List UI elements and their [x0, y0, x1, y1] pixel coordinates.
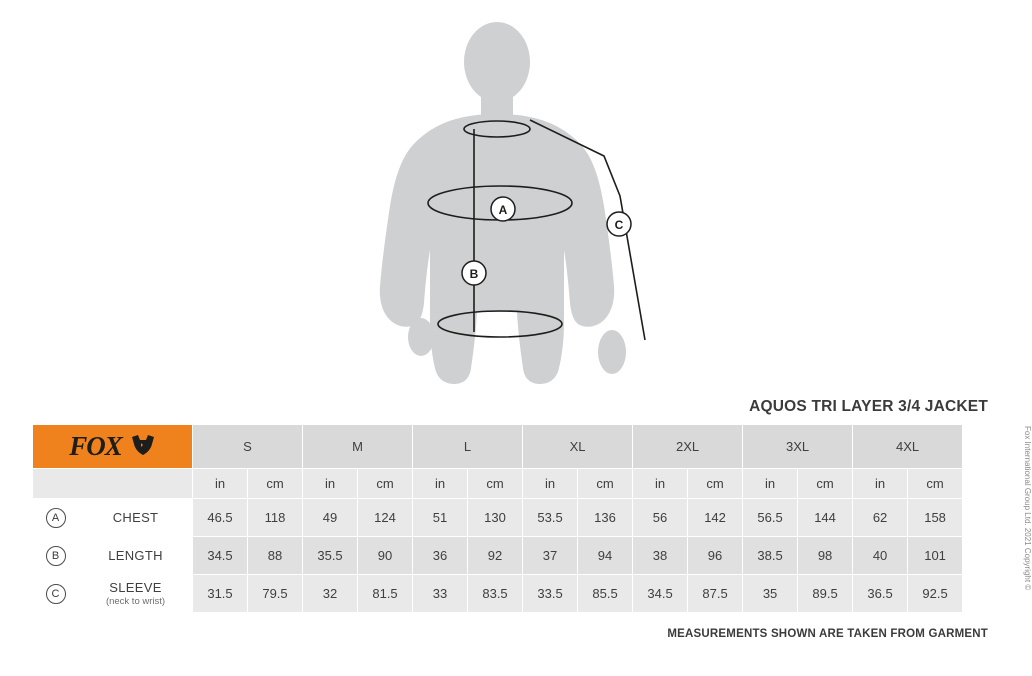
- cell-sleeve-m-cm: 81.5: [358, 575, 413, 613]
- cell-sleeve-2xl-cm: 87.5: [688, 575, 743, 613]
- marker-a: [491, 197, 515, 221]
- size-header-s: S: [193, 425, 303, 469]
- unit-l-in: in: [413, 469, 468, 499]
- cell-chest-4xl-cm: 158: [908, 499, 963, 537]
- cell-length-2xl-cm: 96: [688, 537, 743, 575]
- marker-b: [462, 261, 486, 285]
- cell-chest-l-cm: 130: [468, 499, 523, 537]
- unit-s-cm: cm: [248, 469, 303, 499]
- table-row: [33, 499, 963, 537]
- cell-length-2xl-in: 38: [633, 537, 688, 575]
- unit-2xl-cm: cm: [688, 469, 743, 499]
- size-table: [32, 424, 963, 613]
- cell-chest-2xl-in: 56: [633, 499, 688, 537]
- cell-sleeve-s-in: 31.5: [193, 575, 248, 613]
- table-row: [33, 575, 963, 613]
- cell-length-s-cm: 88: [248, 537, 303, 575]
- copyright-notice: Fox International Group Ltd. 2021 Copyright ©: [1023, 426, 1032, 591]
- size-table-container: [32, 424, 992, 613]
- row-label-sleeve: SLEEVE (neck to wrist): [79, 575, 193, 613]
- cell-sleeve-4xl-cm: 92.5: [908, 575, 963, 613]
- size-header-3xl: 3XL: [743, 425, 853, 469]
- cell-chest-s-cm: 118: [248, 499, 303, 537]
- cell-length-xl-in: 37: [523, 537, 578, 575]
- table-header-units: [33, 469, 963, 499]
- cell-chest-s-in: 46.5: [193, 499, 248, 537]
- unit-3xl-cm: cm: [798, 469, 853, 499]
- brand-wordmark: FOX: [69, 431, 122, 461]
- row-label-sleeve-sub: (neck to wrist): [105, 596, 166, 607]
- size-header-xl: XL: [523, 425, 633, 469]
- cell-sleeve-l-cm: 83.5: [468, 575, 523, 613]
- cell-length-3xl-in: 38.5: [743, 537, 798, 575]
- unit-l-cm: cm: [468, 469, 523, 499]
- fox-head-icon: [130, 434, 156, 459]
- row-badge-a: [33, 499, 79, 537]
- cell-sleeve-2xl-in: 34.5: [633, 575, 688, 613]
- cell-length-l-cm: 92: [468, 537, 523, 575]
- row-label-chest: CHEST: [79, 499, 193, 537]
- cell-length-xl-cm: 94: [578, 537, 633, 575]
- size-header-m: M: [303, 425, 413, 469]
- cell-length-l-in: 36: [413, 537, 468, 575]
- cell-chest-l-in: 51: [413, 499, 468, 537]
- unit-xl-cm: cm: [578, 469, 633, 499]
- unit-4xl-cm: cm: [908, 469, 963, 499]
- badge-letter: C: [46, 584, 66, 604]
- table-row: [33, 537, 963, 575]
- cell-sleeve-3xl-cm: 89.5: [798, 575, 853, 613]
- unit-4xl-in: in: [853, 469, 908, 499]
- cell-chest-xl-in: 53.5: [523, 499, 578, 537]
- size-header-4xl: 4XL: [853, 425, 963, 469]
- cell-sleeve-s-cm: 79.5: [248, 575, 303, 613]
- cell-sleeve-3xl-in: 35: [743, 575, 798, 613]
- cell-chest-m-cm: 124: [358, 499, 413, 537]
- row-badge-b: [33, 537, 79, 575]
- page-title: AQUOS TRI LAYER 3/4 JACKET: [749, 398, 988, 415]
- unit-xl-in: in: [523, 469, 578, 499]
- unit-2xl-in: in: [633, 469, 688, 499]
- marker-c: [607, 212, 631, 236]
- measurement-footnote: MEASUREMENTS SHOWN ARE TAKEN FROM GARMENT: [667, 628, 988, 640]
- row-label-length: LENGTH: [79, 537, 193, 575]
- unit-m-in: in: [303, 469, 358, 499]
- cell-chest-m-in: 49: [303, 499, 358, 537]
- cell-length-s-in: 34.5: [193, 537, 248, 575]
- row-badge-c: [33, 575, 79, 613]
- svg-text:C: C: [614, 218, 624, 232]
- cell-sleeve-m-in: 32: [303, 575, 358, 613]
- svg-text:A: A: [498, 203, 508, 217]
- size-header-l: L: [413, 425, 523, 469]
- badge-letter: B: [46, 546, 66, 566]
- badge-letter: A: [46, 508, 66, 528]
- units-row-spacer: [33, 469, 193, 499]
- cell-chest-4xl-in: 62: [853, 499, 908, 537]
- cell-sleeve-xl-in: 33.5: [523, 575, 578, 613]
- unit-m-cm: cm: [358, 469, 413, 499]
- cell-length-3xl-cm: 98: [798, 537, 853, 575]
- cell-length-4xl-cm: 101: [908, 537, 963, 575]
- unit-s-in: in: [193, 469, 248, 499]
- cell-length-m-in: 35.5: [303, 537, 358, 575]
- unit-3xl-in: in: [743, 469, 798, 499]
- cell-chest-2xl-cm: 142: [688, 499, 743, 537]
- cell-length-4xl-in: 40: [853, 537, 908, 575]
- cell-length-m-cm: 90: [358, 537, 413, 575]
- cell-sleeve-4xl-in: 36.5: [853, 575, 908, 613]
- size-header-2xl: 2XL: [633, 425, 743, 469]
- table-header-sizes: [33, 425, 963, 469]
- cell-chest-xl-cm: 136: [578, 499, 633, 537]
- cell-sleeve-l-in: 33: [413, 575, 468, 613]
- cell-chest-3xl-in: 56.5: [743, 499, 798, 537]
- brand-logo-cell: [33, 425, 193, 469]
- cell-chest-3xl-cm: 144: [798, 499, 853, 537]
- cell-sleeve-xl-cm: 85.5: [578, 575, 633, 613]
- svg-text:B: B: [469, 267, 479, 281]
